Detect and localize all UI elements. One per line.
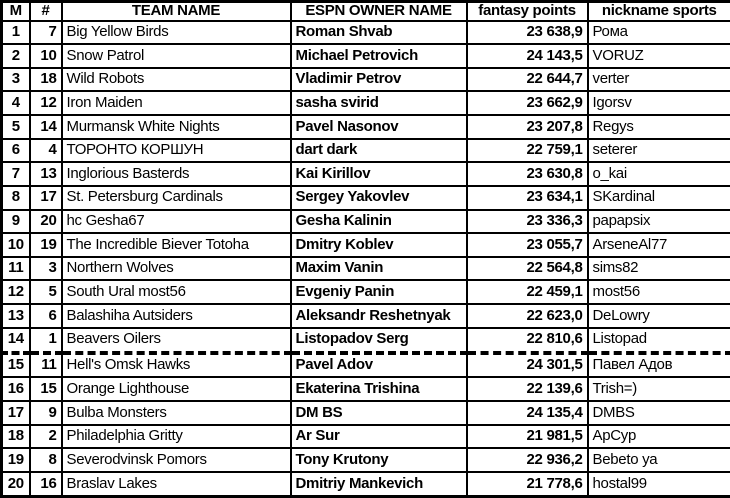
cell-team-number: 13 — [30, 162, 62, 186]
cell-team-name: Orange Lighthouse — [62, 377, 291, 401]
cell-nickname: Listopad — [588, 328, 730, 353]
cell-nickname: papapsix — [588, 210, 730, 234]
cell-team-number: 19 — [30, 233, 62, 257]
cell-nickname: most56 — [588, 280, 730, 304]
cell-team-name: Northern Wolves — [62, 257, 291, 281]
cell-team-number: 6 — [30, 304, 62, 328]
table-row — [2, 472, 730, 497]
cell-owner-name: Tony Krutony — [291, 448, 467, 472]
table-row — [2, 44, 730, 68]
cell-rank: 15 — [2, 353, 30, 378]
cell-nickname: verter — [588, 68, 730, 92]
cell-rank: 9 — [2, 210, 30, 234]
cell-fantasy-points: 23 638,9 — [467, 21, 588, 45]
table-row — [2, 448, 730, 472]
cell-fantasy-points: 23 336,3 — [467, 210, 588, 234]
cell-fantasy-points: 24 135,4 — [467, 401, 588, 425]
cell-team-name: Wild Robots — [62, 68, 291, 92]
cell-team-name: Severodvinsk Pomors — [62, 448, 291, 472]
cell-nickname: Igorsv — [588, 91, 730, 115]
cell-team-name: Balashiha Autsiders — [62, 304, 291, 328]
cell-rank: 11 — [2, 257, 30, 281]
cell-nickname: Рома — [588, 21, 730, 45]
cell-rank: 16 — [2, 377, 30, 401]
cell-team-name: Snow Patrol — [62, 44, 291, 68]
cell-fantasy-points: 22 810,6 — [467, 328, 588, 353]
cell-fantasy-points: 23 634,1 — [467, 186, 588, 210]
cell-fantasy-points: 23 055,7 — [467, 233, 588, 257]
cell-team-number: 11 — [30, 353, 62, 378]
cell-owner-name: dart dark — [291, 139, 467, 163]
cell-fantasy-points: 23 207,8 — [467, 115, 588, 139]
column-header-nickname: nickname sports — [588, 2, 730, 21]
cell-team-name: Beavers Oilers — [62, 328, 291, 353]
cell-fantasy-points: 21 981,5 — [467, 425, 588, 449]
cell-nickname: DeLowry — [588, 304, 730, 328]
cell-owner-name: Kai Kirillov — [291, 162, 467, 186]
cell-team-number: 5 — [30, 280, 62, 304]
cell-owner-name: Roman Shvab — [291, 21, 467, 45]
cell-team-number: 1 — [30, 328, 62, 353]
cell-team-number: 16 — [30, 472, 62, 497]
cell-team-number: 12 — [30, 91, 62, 115]
cell-fantasy-points: 22 759,1 — [467, 139, 588, 163]
cell-owner-name: Sergey Yakovlev — [291, 186, 467, 210]
cell-team-number: 8 — [30, 448, 62, 472]
cell-nickname: o_kai — [588, 162, 730, 186]
cell-nickname: ArseneAl77 — [588, 233, 730, 257]
cell-owner-name: Gesha Kalinin — [291, 210, 467, 234]
cell-nickname: VORUZ — [588, 44, 730, 68]
cell-rank: 7 — [2, 162, 30, 186]
standings-table-header — [2, 2, 730, 21]
cell-owner-name: Pavel Nasonov — [291, 115, 467, 139]
table-row — [2, 115, 730, 139]
table-row — [2, 186, 730, 210]
table-row — [2, 280, 730, 304]
table-row — [2, 257, 730, 281]
column-header-team-number: # — [30, 2, 62, 21]
cell-owner-name: Listopadov Serg — [291, 328, 467, 353]
cell-fantasy-points: 22 936,2 — [467, 448, 588, 472]
cell-nickname: Regys — [588, 115, 730, 139]
cell-team-number: 4 — [30, 139, 62, 163]
cell-team-number: 15 — [30, 377, 62, 401]
cell-fantasy-points: 24 301,5 — [467, 353, 588, 378]
table-row — [2, 425, 730, 449]
cell-owner-name: Ar Sur — [291, 425, 467, 449]
cell-nickname: ApCyp — [588, 425, 730, 449]
cell-team-number: 17 — [30, 186, 62, 210]
table-row — [2, 233, 730, 257]
cell-rank: 18 — [2, 425, 30, 449]
cell-team-number: 18 — [30, 68, 62, 92]
cell-nickname: SKardinal — [588, 186, 730, 210]
cell-fantasy-points: 22 139,6 — [467, 377, 588, 401]
cell-owner-name: Evgeniy Panin — [291, 280, 467, 304]
cell-team-number: 14 — [30, 115, 62, 139]
cell-owner-name: Dmitriy Mankevich — [291, 472, 467, 497]
cell-team-name: Philadelphia Gritty — [62, 425, 291, 449]
cell-rank: 14 — [2, 328, 30, 353]
cell-fantasy-points: 22 623,0 — [467, 304, 588, 328]
cell-rank: 2 — [2, 44, 30, 68]
header-row — [2, 2, 730, 21]
cell-nickname: Bebeto ya — [588, 448, 730, 472]
cell-rank: 20 — [2, 472, 30, 497]
table-row — [2, 353, 730, 378]
cell-fantasy-points: 21 778,6 — [467, 472, 588, 497]
table-row — [2, 91, 730, 115]
cell-team-number: 7 — [30, 21, 62, 45]
cell-rank: 3 — [2, 68, 30, 92]
cell-nickname: Павел Адов — [588, 353, 730, 378]
cell-nickname: DMBS — [588, 401, 730, 425]
column-header-rank: M — [2, 2, 30, 21]
cell-team-name: hc Gesha67 — [62, 210, 291, 234]
cell-fantasy-points: 22 564,8 — [467, 257, 588, 281]
table-row — [2, 304, 730, 328]
table-row — [2, 21, 730, 45]
cell-rank: 13 — [2, 304, 30, 328]
column-header-fantasy-points: fantasy points — [467, 2, 588, 21]
cell-owner-name: Ekaterina Trishina — [291, 377, 467, 401]
cell-rank: 5 — [2, 115, 30, 139]
cell-team-name: Bulba Monsters — [62, 401, 291, 425]
cell-nickname: seterer — [588, 139, 730, 163]
cell-team-name: Hell's Omsk Hawks — [62, 353, 291, 378]
cell-team-name: St. Petersburg Cardinals — [62, 186, 291, 210]
table-row — [2, 210, 730, 234]
standings-table-body — [2, 21, 730, 497]
table-row — [2, 162, 730, 186]
table-row — [2, 68, 730, 92]
cell-team-name: Big Yellow Birds — [62, 21, 291, 45]
cell-team-name: Braslav Lakes — [62, 472, 291, 497]
cell-rank: 19 — [2, 448, 30, 472]
cell-team-name: South Ural most56 — [62, 280, 291, 304]
cell-owner-name: Michael Petrovich — [291, 44, 467, 68]
cell-owner-name: Pavel Adov — [291, 353, 467, 378]
table-row — [2, 139, 730, 163]
cell-owner-name: Aleksandr Reshetnyak — [291, 304, 467, 328]
cell-fantasy-points: 23 662,9 — [467, 91, 588, 115]
cell-owner-name: sasha svirid — [291, 91, 467, 115]
cell-owner-name: Vladimir Petrov — [291, 68, 467, 92]
cell-team-name: ТОРОНТО КОРШУН — [62, 139, 291, 163]
cell-rank: 12 — [2, 280, 30, 304]
cell-team-number: 3 — [30, 257, 62, 281]
cell-team-name: The Incredible Biever Totoha — [62, 233, 291, 257]
cell-rank: 1 — [2, 21, 30, 45]
cell-rank: 10 — [2, 233, 30, 257]
cell-owner-name: DM BS — [291, 401, 467, 425]
cell-nickname: hostal99 — [588, 472, 730, 497]
cell-nickname: Trish=) — [588, 377, 730, 401]
cell-team-number: 9 — [30, 401, 62, 425]
cell-team-name: Inglorious Basterds — [62, 162, 291, 186]
cell-fantasy-points: 22 459,1 — [467, 280, 588, 304]
column-header-team-name: TEAM NAME — [62, 2, 291, 21]
cell-team-number: 2 — [30, 425, 62, 449]
cell-owner-name: Maxim Vanin — [291, 257, 467, 281]
cell-team-number: 20 — [30, 210, 62, 234]
cell-team-name: Murmansk White Nights — [62, 115, 291, 139]
cell-fantasy-points: 22 644,7 — [467, 68, 588, 92]
cell-rank: 6 — [2, 139, 30, 163]
cell-fantasy-points: 24 143,5 — [467, 44, 588, 68]
cell-fantasy-points: 23 630,8 — [467, 162, 588, 186]
column-header-espn-owner: ESPN OWNER NAME — [291, 2, 467, 21]
table-row — [2, 377, 730, 401]
cell-team-name: Iron Maiden — [62, 91, 291, 115]
table-row — [2, 401, 730, 425]
table-row — [2, 328, 730, 353]
cell-team-number: 10 — [30, 44, 62, 68]
cell-owner-name: Dmitry Koblev — [291, 233, 467, 257]
cell-nickname: sims82 — [588, 257, 730, 281]
cell-rank: 8 — [2, 186, 30, 210]
cell-rank: 17 — [2, 401, 30, 425]
cell-rank: 4 — [2, 91, 30, 115]
